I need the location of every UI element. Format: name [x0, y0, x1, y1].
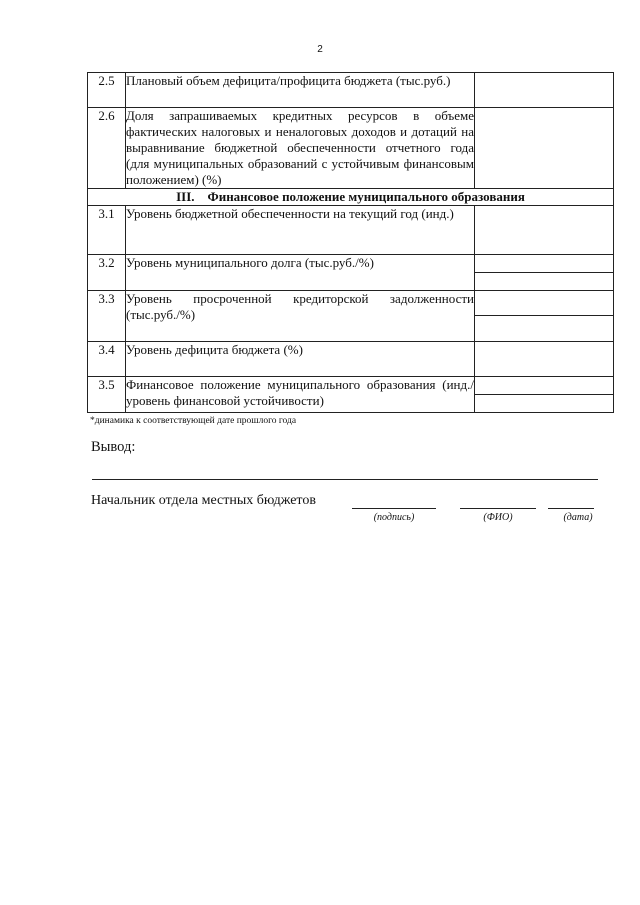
- table-row: [88, 342, 614, 377]
- table-row: [88, 255, 614, 291]
- row-text: Финансовое положение муниципального образования (инд./уровень финансовой устойчивости): [126, 377, 475, 413]
- row-number: 2.6: [88, 108, 126, 189]
- row-number: 3.5: [88, 377, 126, 413]
- value-cell: [475, 108, 614, 189]
- value-subcell: [475, 255, 613, 273]
- date-line: [548, 508, 594, 509]
- name-line: [460, 508, 536, 509]
- page-number: 2: [317, 44, 323, 55]
- name-label: (ФИО): [483, 512, 513, 523]
- value-subcell: [475, 395, 613, 412]
- table-row: [88, 377, 614, 413]
- value-subcell: [475, 291, 613, 316]
- signer-title: Начальник отдела местных бюджетов: [91, 493, 316, 508]
- value-subcell: [475, 316, 613, 341]
- date-label: (дата): [563, 512, 593, 523]
- row-text: Уровень просроченной кредиторской задолженности (тыс.руб./%): [126, 291, 475, 342]
- conclusion-line: [92, 479, 598, 480]
- value-cell: [475, 73, 614, 108]
- row-number: 3.1: [88, 206, 126, 255]
- row-number: 2.5: [88, 73, 126, 108]
- section-title: III. Финансовое положение муниципального образования: [88, 189, 614, 206]
- table-row: [88, 206, 614, 255]
- footnote: *динамика к соответствующей дате прошлого года: [90, 416, 297, 426]
- value-subcell: [475, 377, 613, 395]
- signature-label: (подпись): [373, 512, 415, 523]
- row-text: Уровень бюджетной обеспеченности на текущий год (инд.): [126, 206, 475, 255]
- value-cell: [475, 342, 614, 377]
- section-row: [88, 189, 614, 206]
- row-text: Уровень дефицита бюджета (%): [126, 342, 475, 377]
- value-cell: [475, 206, 614, 255]
- value-cell: [475, 377, 614, 413]
- row-text: Доля запрашиваемых кредитных ресурсов в объеме фактических налоговых и неналоговых доходов и дотаций на выравнивание бюджетной обеспеченности отчетного года (для муниципальных образований с устойчивым финансовым положением) (%): [126, 108, 474, 187]
- table-row: [88, 108, 614, 189]
- indicators-table: [87, 72, 614, 413]
- row-number: 3.4: [88, 342, 126, 377]
- row-number: 3.2: [88, 255, 126, 291]
- conclusion-label: Вывод:: [91, 439, 136, 455]
- table-row: [88, 73, 614, 108]
- table-row: [88, 291, 614, 342]
- value-subcell: [475, 273, 613, 290]
- row-text: Уровень муниципального долга (тыс.руб./%): [126, 255, 475, 291]
- row-number: 3.3: [88, 291, 126, 342]
- row-text: Плановый объем дефицита/профицита бюджета (тыс.руб.): [126, 73, 475, 108]
- value-cell: [475, 291, 614, 342]
- value-cell: [475, 255, 614, 291]
- signature-line: [352, 508, 436, 509]
